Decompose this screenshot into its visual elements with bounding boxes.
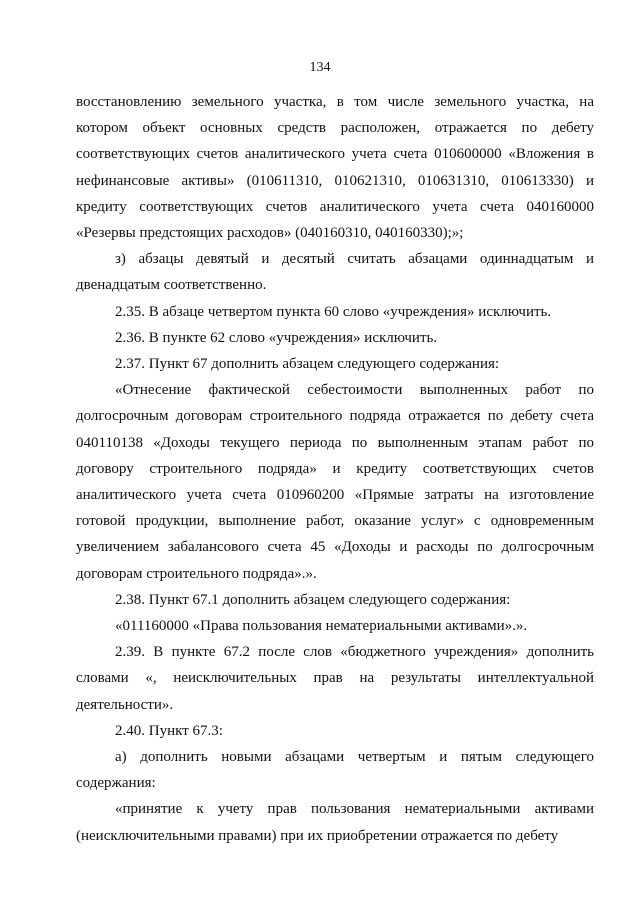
paragraph-2-38: 2.38. Пункт 67.1 дополнить абзацем следующего содержания:: [115, 591, 511, 608]
paragraph-continuation: восстановлению земельного участка, в том числе земельного участка, на котором объект основных средств расположен, отражается по дебету соответствующих счетов аналитического учета счета 010600000 «Вложения в нефинансовые активы» (010611310, 010621310, 010631310, 010613330) и кредиту соответствующих счетов аналитического учета счета 040160000 «Резервы предстоящих расходов» (040160310, 040160330);»;: [76, 94, 594, 242]
paragraph-quote-67: «Отнесение фактической себестоимости выполненных работ по долгосрочным договорам строительного подряда отражается по дебету счета 040110138 «Доходы текущего периода по выполненным этапам работ по договору строительного подряда» и кредиту соответствующих счетов аналитического учета счета 010960200 «Прямые затраты на изготовление готовой продукции, выполнение работ, оказание услуг» с одновременным увеличением забалансового счета 45 «Доходы и расходы по долгосрочным договорам строительного подряда».».: [76, 382, 594, 582]
page-number: 134: [309, 60, 331, 75]
paragraph-2-37: 2.37. Пункт 67 дополнить абзацем следующего содержания:: [115, 356, 500, 373]
paragraph-2-39: 2.39. В пункте 67.2 после слов «бюджетного учреждения» дополнить словами «, неисключительных прав на результаты интеллектуальной деятельности».: [76, 644, 594, 713]
paragraph-item-z: з) абзацы девятый и десятый считать абзацами одиннадцатым и двенадцатым соответственно.: [76, 251, 594, 294]
paragraph-2-35: 2.35. В абзаце четвертом пункта 60 слово «учреждения» исключить.: [115, 303, 552, 320]
paragraph-2-40: 2.40. Пункт 67.3:: [115, 722, 223, 739]
paragraph-quote-67-3: «принятие к учету прав пользования нематериальными активами (неисключительными правами) при их приобретении отражается по дебету: [76, 801, 594, 844]
paragraph-2-36: 2.36. В пункте 62 слово «учреждения» исключить.: [115, 329, 438, 346]
document-body: [76, 89, 594, 849]
paragraph-item-a: а) дополнить новыми абзацами четвертым и пятым следующего содержания:: [76, 749, 594, 792]
paragraph-quote-67-1: «011160000 «Права пользования нематериальными активами».».: [115, 618, 528, 635]
